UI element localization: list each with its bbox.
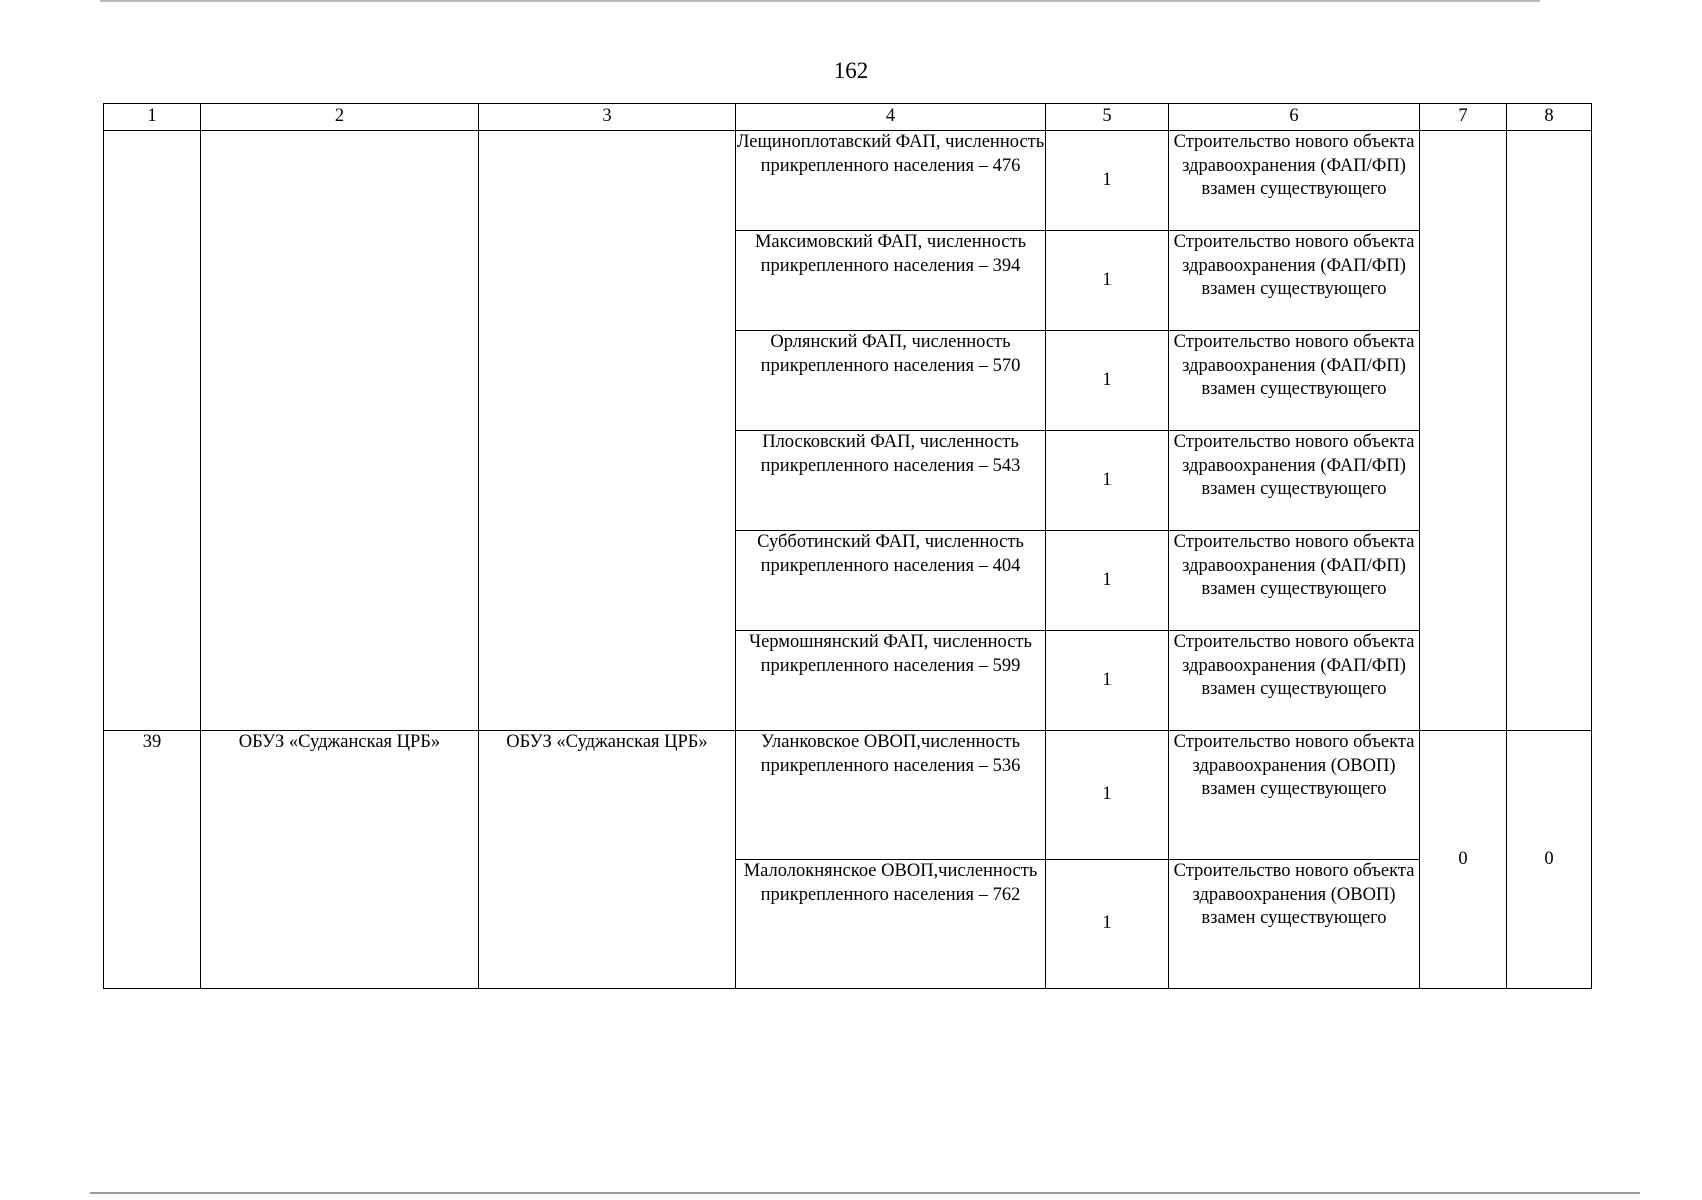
col-8-value-cell: 0 — [1507, 731, 1592, 989]
document-table — [103, 103, 1592, 989]
facility-cell: Орлянский ФАП, численность прикрепленного населения – 570 — [736, 331, 1046, 431]
header-col-5: 5 — [1046, 104, 1169, 131]
header-col-7: 7 — [1420, 104, 1507, 131]
table-row — [104, 731, 1592, 860]
quantity-cell: 1 — [1046, 231, 1169, 331]
table-header-row — [104, 104, 1592, 131]
col-7-value-cell: 0 — [1420, 731, 1507, 989]
header-col-1: 1 — [104, 104, 201, 131]
continued-cell-col-8 — [1507, 131, 1592, 731]
continued-cell-col-2 — [201, 131, 479, 731]
quantity-cell: 1 — [1046, 731, 1169, 860]
facility-cell: Уланковское ОВОП,численность прикрепленного населения – 536 — [736, 731, 1046, 860]
quantity-cell: 1 — [1046, 131, 1169, 231]
facility-cell: Максимовский ФАП, численность прикрепленного населения – 394 — [736, 231, 1046, 331]
quantity-cell: 1 — [1046, 860, 1169, 989]
quantity-cell: 1 — [1046, 631, 1169, 731]
row-number-cell: 39 — [104, 731, 201, 989]
facility-cell: Лещиноплотавский ФАП, численность прикрепленного населения – 476 — [736, 131, 1046, 231]
facility-cell: Плосковский ФАП, численность прикрепленного населения – 543 — [736, 431, 1046, 531]
header-col-4: 4 — [736, 104, 1046, 131]
action-cell: Строительство нового объекта здравоохранения (ОВОП) взамен существующего — [1169, 860, 1420, 989]
organization-cell: ОБУЗ «Суджанская ЦРБ» — [201, 731, 479, 989]
header-col-8: 8 — [1507, 104, 1592, 131]
continued-cell-col-1 — [104, 131, 201, 731]
quantity-cell: 1 — [1046, 531, 1169, 631]
quantity-cell: 1 — [1046, 331, 1169, 431]
facility-cell: Малолокнянское ОВОП,численность прикрепленного населения – 762 — [736, 860, 1046, 989]
header-col-2: 2 — [201, 104, 479, 131]
continued-cell-col-7 — [1420, 131, 1507, 731]
action-cell: Строительство нового объекта здравоохранения (ФАП/ФП) взамен существующего — [1169, 131, 1420, 231]
table-row — [104, 131, 1592, 231]
action-cell: Строительство нового объекта здравоохранения (ОВОП) взамен существующего — [1169, 731, 1420, 860]
quantity-cell: 1 — [1046, 431, 1169, 531]
institution-cell: ОБУЗ «Суджанская ЦРБ» — [479, 731, 736, 989]
scan-artifact-bottom — [90, 1192, 1640, 1194]
action-cell: Строительство нового объекта здравоохранения (ФАП/ФП) взамен существующего — [1169, 631, 1420, 731]
scan-artifact-top — [100, 0, 1540, 2]
action-cell: Строительство нового объекта здравоохранения (ФАП/ФП) взамен существующего — [1169, 231, 1420, 331]
facility-cell: Субботинский ФАП, численность прикрепленного населения – 404 — [736, 531, 1046, 631]
facility-cell: Чермошнянский ФАП, численность прикрепленного населения – 599 — [736, 631, 1046, 731]
action-cell: Строительство нового объекта здравоохранения (ФАП/ФП) взамен существующего — [1169, 431, 1420, 531]
page-number: 162 — [833, 58, 869, 83]
continued-cell-col-3 — [479, 131, 736, 731]
action-cell: Строительство нового объекта здравоохранения (ФАП/ФП) взамен существующего — [1169, 531, 1420, 631]
action-cell: Строительство нового объекта здравоохранения (ФАП/ФП) взамен существующего — [1169, 331, 1420, 431]
header-col-6: 6 — [1169, 104, 1420, 131]
header-col-3: 3 — [479, 104, 736, 131]
